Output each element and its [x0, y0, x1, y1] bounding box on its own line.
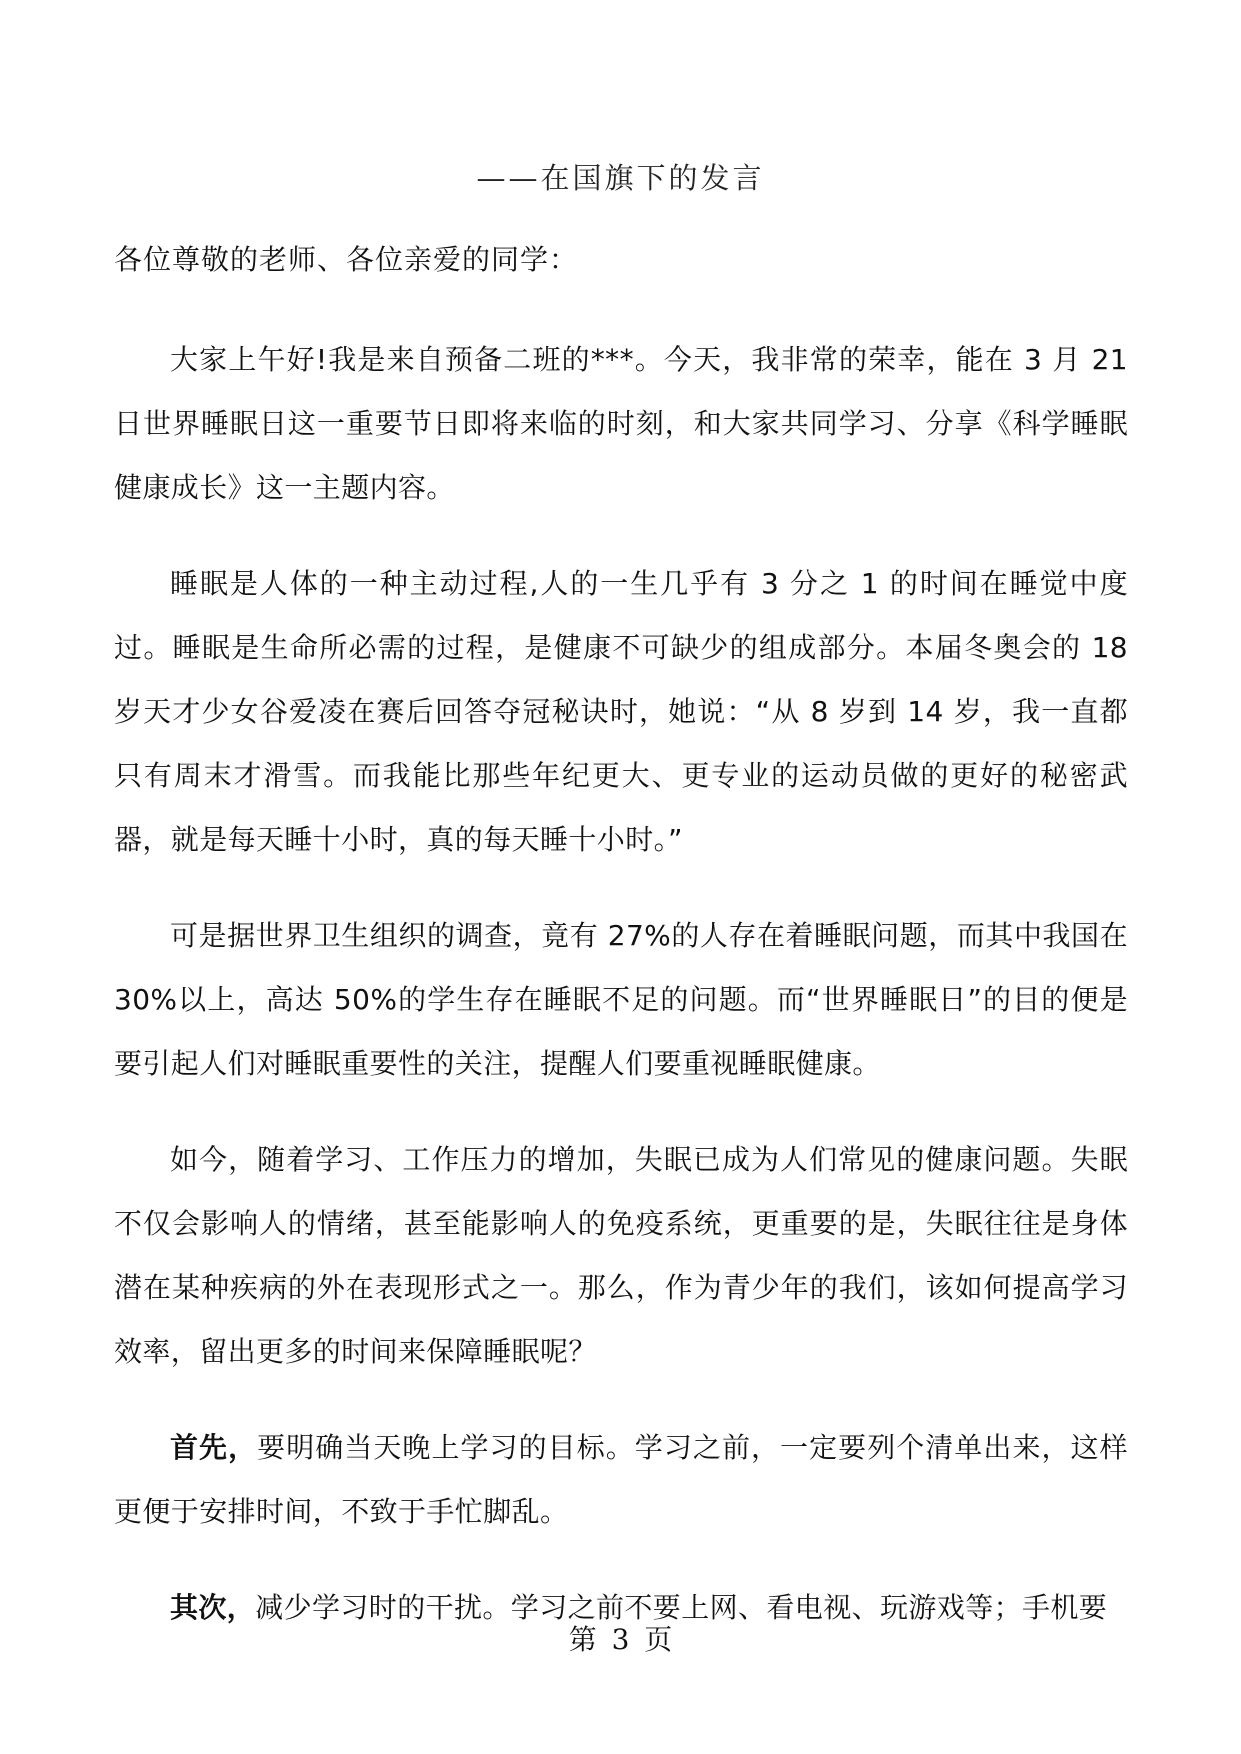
speech-subtitle: ——在国旗下的发言 [476, 161, 765, 195]
paragraph-sleep-importance: 睡眠是人体的一种主动过程,人的一生几乎有 3 分之 1 的时间在睡觉中度过。睡眠是生命所必需的过程，是健康不可缺少的组成部分。本届冬奥会的 18 岁天才少女谷爱凌在赛后回答夺冠秘诀时，她说：“从 8 岁到 14 岁，我一直都只有周末才滑雪。而我能比那些年纪更大、更专业的运动员做的更好的秘密武器，就是每天睡十小时，真的每天睡十小时。” [114, 567, 1128, 856]
speech-body [114, 328, 1128, 1672]
page-number: 第 3 页 [568, 1623, 673, 1656]
paragraph-insomnia: 如今，随着学习、工作压力的增加，失眠已成为人们常见的健康问题。失眠不仅会影响人的情绪，甚至能影响人的免疫系统，更重要的是，失眠往往是身体潜在某种疾病的外在表现形式之一。那么，作为青少年的我们，该如何提高学习效率，留出更多的时间来保障睡眠呢？ [114, 1143, 1128, 1368]
paragraph-survey: 可是据世界卫生组织的调查，竟有 27%的人存在着睡眠问题，而其中我国在 30%以上，高达 50%的学生存在睡眠不足的问题。而“世界睡眠日”的目的便是要引起人们对睡眠重要性的关注，提醒人们要重视睡眠健康。 [114, 919, 1128, 1080]
point-second-text: 减少学习时的干扰。学习之前不要上网、看电视、玩游戏等；手机要 [255, 1591, 1108, 1624]
point-first-lead: 首先， [170, 1431, 258, 1464]
paragraph-point-first [114, 1416, 1128, 1544]
salutation: 各位尊敬的老师、各位亲爱的同学： [114, 243, 579, 276]
point-first-text: 要明确当天晚上学习的目标。学习之前，一定要列个清单出来，这样更便于安排时间，不致于手忙脚乱。 [114, 1431, 1128, 1528]
paragraph-intro: 大家上午好!我是来自预备二班的***。今天，我非常的荣幸，能在 3 月 21 日世界睡眠日这一重要节日即将来临的时刻，和大家共同学习、分享《科学睡眠健康成长》这一主题内容。 [114, 343, 1128, 504]
point-second-lead: 其次， [170, 1591, 256, 1624]
